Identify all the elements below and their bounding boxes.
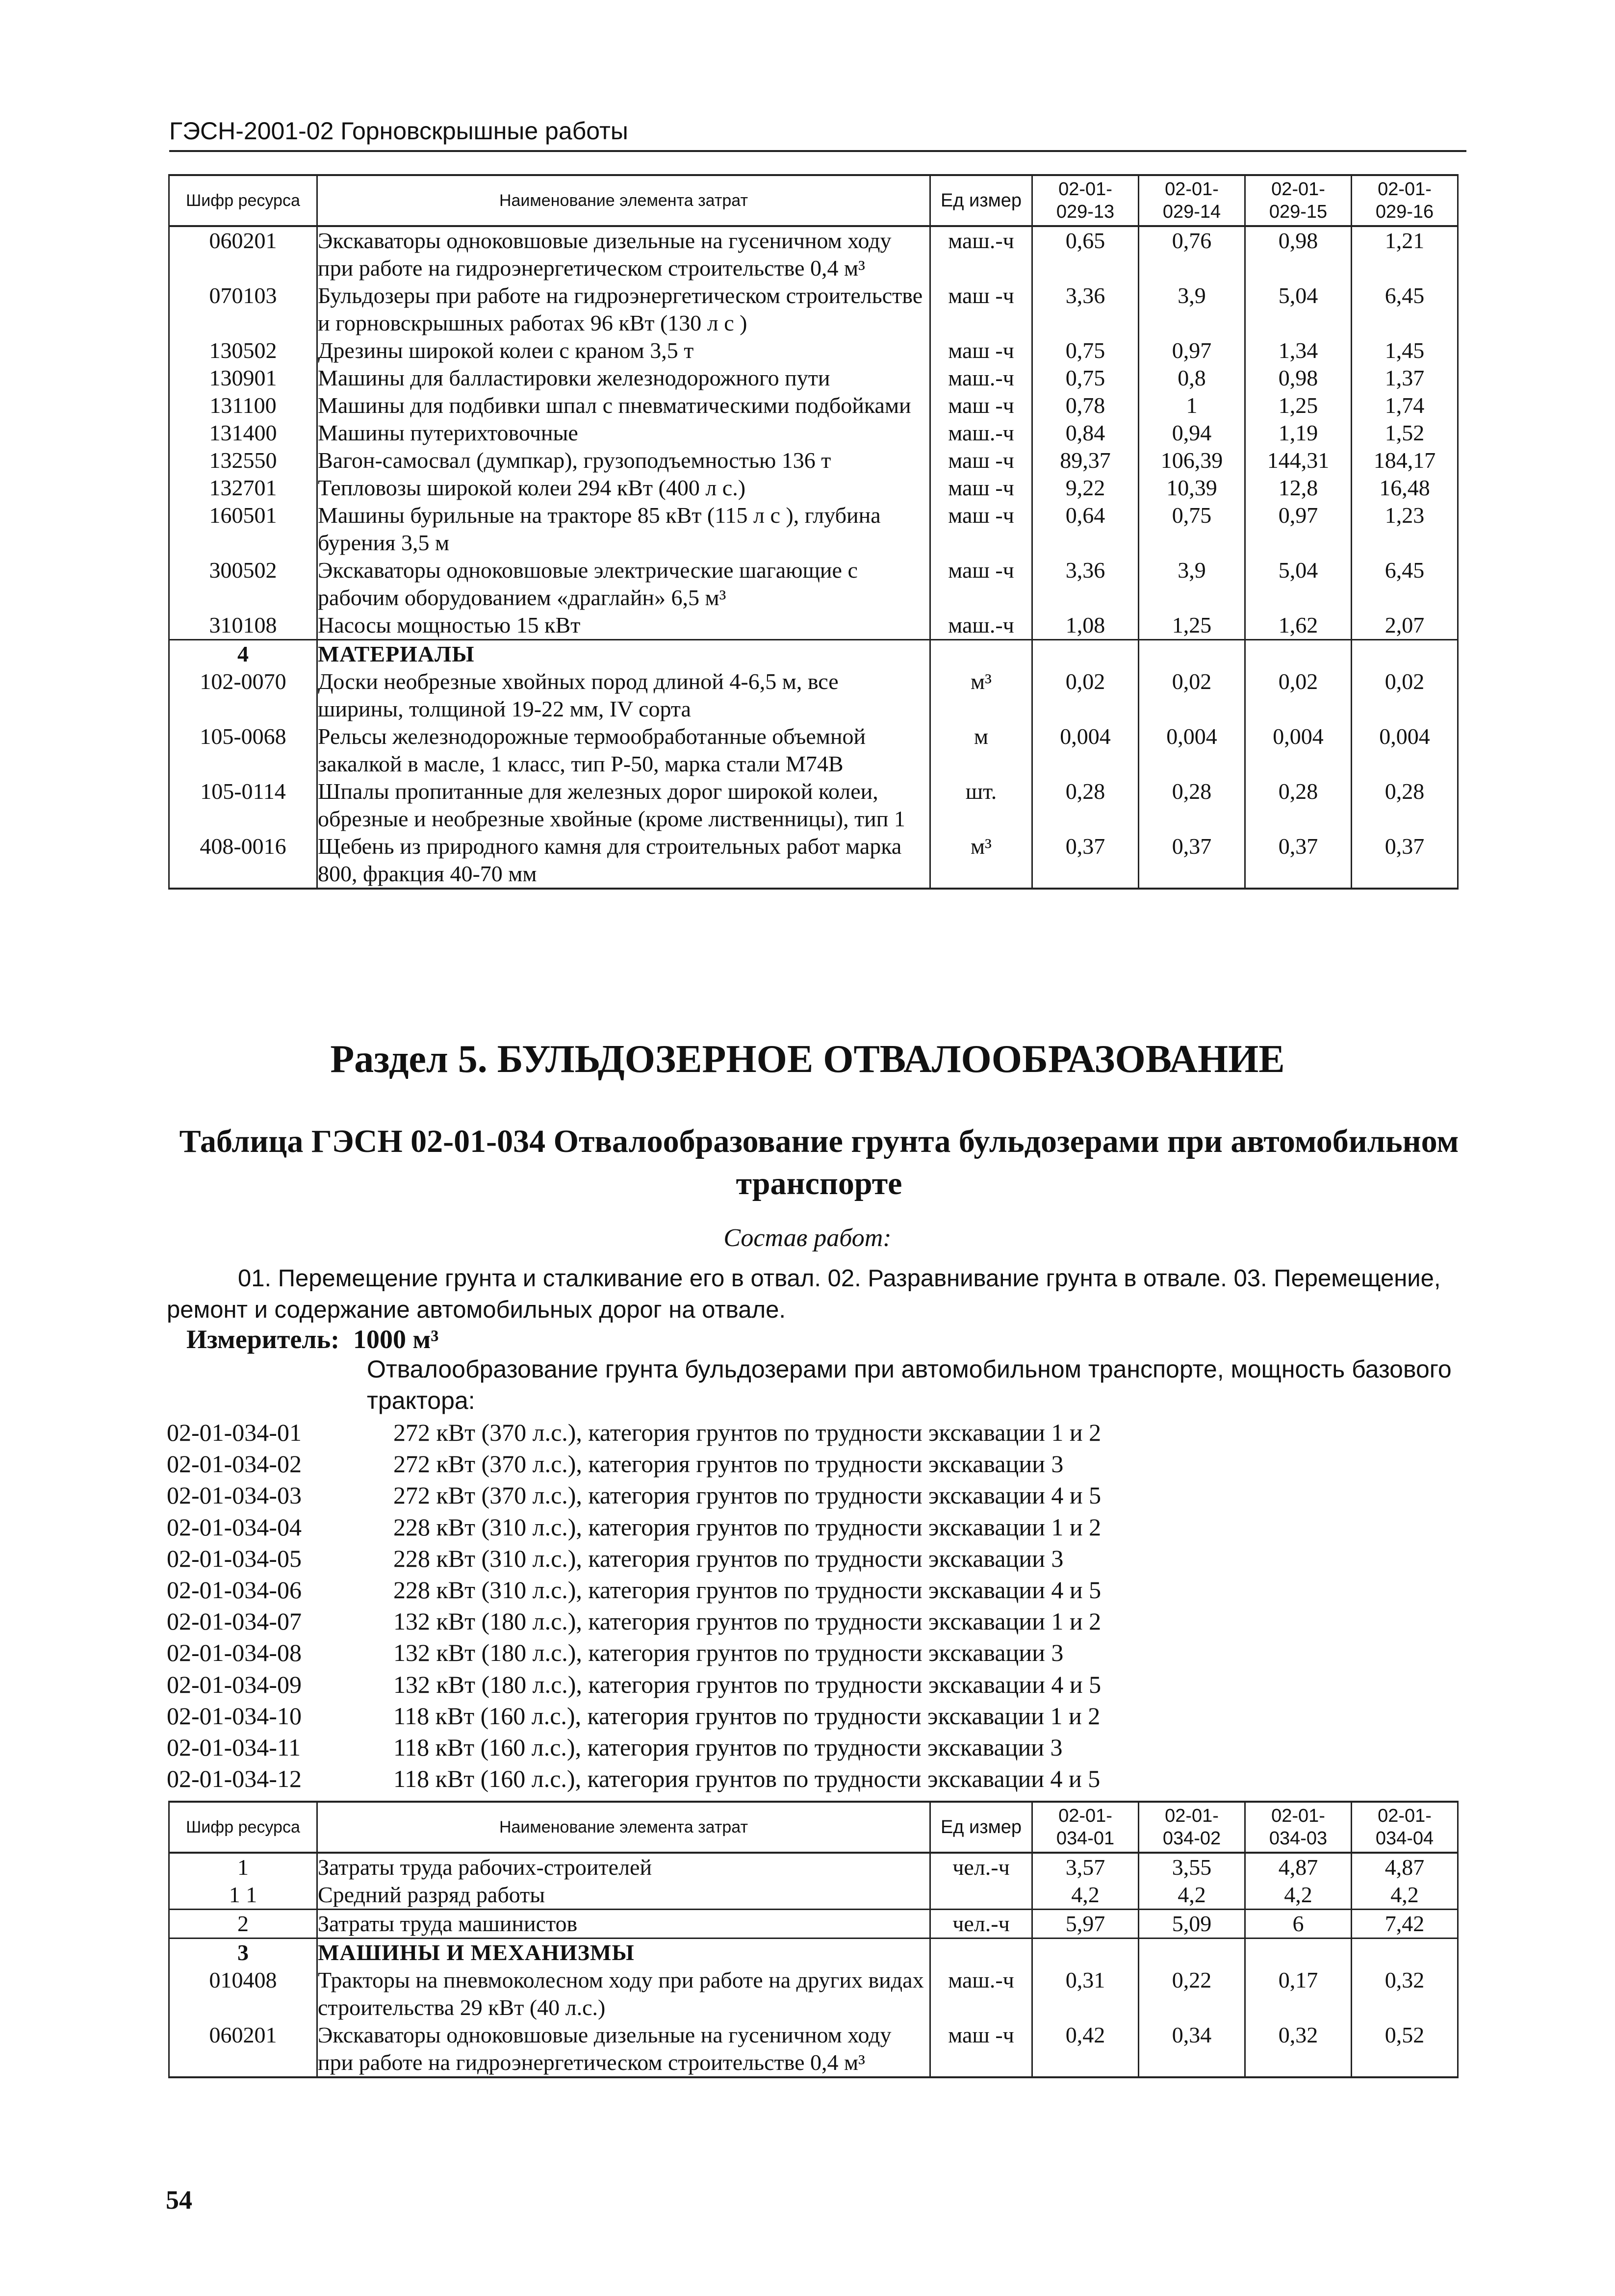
norm-value: 0,52 (1352, 2021, 1458, 2077)
norm-value: 1 (1139, 392, 1245, 419)
cost-element-name: Рельсы железнодорожные термообработанные объемной закалкой в масле, 1 класс, тип Р-50, марка стали М74В (317, 723, 930, 778)
table-row (169, 723, 1458, 778)
norm-value: 4,2 (1352, 1881, 1458, 1910)
cost-element-name: Дрезины широкой колеи с краном 3,5 т (317, 337, 930, 364)
col-header-variant-3: 02-01- 034-03 (1245, 1802, 1352, 1853)
col-header-unit: Ед измер (930, 1802, 1032, 1853)
variant-text: 118 кВт (160 л.с.), категория грунтов по трудности экскавации 1 и 2 (393, 1702, 1101, 1730)
norm-value: 184,17 (1352, 447, 1458, 474)
work-composition-heading: Состав работ: (723, 1224, 892, 1252)
norm-value (1032, 1939, 1139, 1967)
norm-value: 5,04 (1245, 557, 1352, 612)
norm-value: 0,32 (1352, 1966, 1458, 2021)
resource-code: 132701 (169, 474, 317, 502)
unit-of-measure: м (930, 723, 1032, 778)
col-header-code: Шифр ресурса (169, 175, 317, 226)
unit-of-measure: м³ (930, 833, 1032, 889)
norm-value: 0,37 (1139, 833, 1245, 889)
variant-code: 02-01-034-06 (167, 1576, 302, 1604)
table-row (169, 1881, 1458, 1910)
table-row (169, 640, 1458, 668)
table-row (169, 1853, 1458, 1881)
cost-element-name: Тракторы на пневмоколесном ходу при работе на других видах строительства 29 кВт (40 л.с.) (317, 1966, 930, 2021)
norm-value: 0,75 (1032, 364, 1139, 392)
col-header-code: Шифр ресурса (169, 1802, 317, 1853)
unit-of-measure (930, 1881, 1032, 1910)
norm-value: 1,25 (1139, 612, 1245, 640)
norm-value: 0,78 (1032, 392, 1139, 419)
norm-value: 0,42 (1032, 2021, 1139, 2077)
cost-element-name: МАШИНЫ И МЕХАНИЗМЫ (317, 1939, 930, 1967)
cost-element-name: Машины для подбивки шпал с пневматическими подбойками (317, 392, 930, 419)
unit-of-measure: маш.-ч (930, 364, 1032, 392)
norm-value: 16,48 (1352, 474, 1458, 502)
norm-value: 6,45 (1352, 557, 1458, 612)
unit-of-measure: маш -ч (930, 557, 1032, 612)
meter (186, 1324, 438, 1354)
table-row (169, 833, 1458, 889)
norm-value (1352, 640, 1458, 668)
cost-element-name: Щебень из природного камня для строительных работ марка 800, фракция 40-70 мм (317, 833, 930, 889)
variant-text: 118 кВт (160 л.с.), категория грунтов по трудности экскавации 4 и 5 (393, 1765, 1101, 1793)
table-row (169, 2021, 1458, 2077)
table-title-line-2: транспорте (736, 1166, 902, 1201)
norm-value (1032, 640, 1139, 668)
norm-value: 1,62 (1245, 612, 1352, 640)
unit-of-measure: шт. (930, 778, 1032, 833)
norm-value: 0,28 (1352, 778, 1458, 833)
cost-element-name: Шпалы пропитанные для железных дорог широкой колеи, обрезные и необрезные хвойные (кроме лиственницы), тип 1 (317, 778, 930, 833)
resource-code: 1 1 (169, 1881, 317, 1910)
col-header-variant-4: 02-01- 029-16 (1352, 175, 1458, 226)
cost-element-name: Тепловозы широкой колеи 294 кВт (400 л с.) (317, 474, 930, 502)
table-row (169, 778, 1458, 833)
unit-of-measure: м³ (930, 668, 1032, 723)
cost-element-name: Машины для балластировки железнодорожного пути (317, 364, 930, 392)
unit-of-measure: маш -ч (930, 392, 1032, 419)
norm-value: 0,98 (1245, 226, 1352, 282)
cost-element-name: Насосы мощностью 15 кВт (317, 612, 930, 640)
cost-element-name: Бульдозеры при работе на гидроэнергетическом строительстве и горновскрышных работах 96 кВт (130 л с ) (317, 282, 930, 337)
norm-value: 0,02 (1032, 668, 1139, 723)
unit-of-measure (930, 1939, 1032, 1967)
variant-text: 118 кВт (160 л.с.), категория грунтов по трудности экскавации 3 (393, 1733, 1063, 1761)
cost-element-name: Экскаваторы одноковшовые дизельные на гусеничном ходу при работе на гидроэнергетическом строительстве 0,4 м³ (317, 2021, 930, 2077)
resource-code: 310108 (169, 612, 317, 640)
meter-value: 1000 м³ (353, 1325, 439, 1354)
norm-value: 0,004 (1245, 723, 1352, 778)
norm-description: Отвалообразование грунта бульдозерами при автомобильном транспорте, мощность базового трактора: (367, 1355, 1452, 1414)
norm-value: 0,004 (1352, 723, 1458, 778)
unit-of-measure (930, 640, 1032, 668)
resource-code: 010408 (169, 1966, 317, 2021)
work-composition-text: 01. Перемещение грунта и сталкивание его в отвал. 02. Разравнивание грунта в отвале. 03. Перемещение, ремонт и содержание автомобильных дорог на отвале. (167, 1265, 1441, 1323)
unit-of-measure: чел.-ч (930, 1853, 1032, 1881)
norm-value: 2,07 (1352, 612, 1458, 640)
variant-code: 02-01-034-09 (167, 1670, 302, 1698)
table-title-line-1: Таблица ГЭСН 02-01-034 Отвалообразование грунта бульдозерами при автомобильном (179, 1123, 1459, 1159)
unit-of-measure: маш.-ч (930, 1966, 1032, 2021)
meter-label: Измеритель: (186, 1325, 340, 1354)
variant-code: 02-01-034-08 (167, 1639, 302, 1667)
norm-value: 10,39 (1139, 474, 1245, 502)
variant-code: 02-01-034-10 (167, 1702, 302, 1730)
table-row (169, 419, 1458, 447)
resource-code: 131400 (169, 419, 317, 447)
table-row (169, 282, 1458, 337)
norm-value: 0,02 (1245, 668, 1352, 723)
norm-value: 3,55 (1139, 1853, 1245, 1881)
variant-text: 272 кВт (370 л.с.), категория грунтов по трудности экскавации 1 и 2 (393, 1419, 1102, 1446)
norm-value: 144,31 (1245, 447, 1352, 474)
resource-code: 102-0070 (169, 668, 317, 723)
norm-value: 106,39 (1139, 447, 1245, 474)
norm-value: 0,28 (1245, 778, 1352, 833)
norm-value (1139, 640, 1245, 668)
unit-of-measure: маш -ч (930, 474, 1032, 502)
resource-code: 105-0114 (169, 778, 317, 833)
variant-text: 132 кВт (180 л.с.), категория грунтов по трудности экскавации 4 и 5 (393, 1670, 1102, 1698)
norm-value: 0,37 (1352, 833, 1458, 889)
table-row (169, 1966, 1458, 2021)
norm-value (1245, 1939, 1352, 1967)
norm-value: 3,36 (1032, 557, 1139, 612)
norm-value: 0,76 (1139, 226, 1245, 282)
norm-value: 1,74 (1352, 392, 1458, 419)
norm-value: 1,52 (1352, 419, 1458, 447)
resource-code: 3 (169, 1939, 317, 1967)
unit-of-measure: маш -ч (930, 337, 1032, 364)
norm-value: 6,45 (1352, 282, 1458, 337)
variant-text: 228 кВт (310 л.с.), категория грунтов по трудности экскавации 1 и 2 (393, 1513, 1102, 1541)
cost-element-name: МАТЕРИАЛЫ (317, 640, 930, 668)
resource-table-1 (168, 174, 1459, 890)
page-number: 54 (166, 2185, 192, 2215)
norm-value: 0,31 (1032, 1966, 1139, 2021)
norm-value: 0,28 (1032, 778, 1139, 833)
table-row (169, 364, 1458, 392)
norm-value: 0,65 (1032, 226, 1139, 282)
norm-value: 1,34 (1245, 337, 1352, 364)
norm-value: 4,2 (1245, 1881, 1352, 1910)
col-header-variant-1: 02-01- 029-13 (1032, 175, 1139, 226)
norm-value: 1,19 (1245, 419, 1352, 447)
variant-text: 272 кВт (370 л.с.), категория грунтов по трудности экскавации 4 и 5 (393, 1481, 1102, 1509)
norm-value: 0,75 (1032, 337, 1139, 364)
norm-value: 0,97 (1245, 502, 1352, 557)
resource-code: 408-0016 (169, 833, 317, 889)
norm-value: 4,87 (1245, 1853, 1352, 1881)
norm-value: 1,37 (1352, 364, 1458, 392)
resource-table-2 (168, 1801, 1459, 2078)
col-header-variant-3: 02-01- 029-15 (1245, 175, 1352, 226)
norm-value: 0,84 (1032, 419, 1139, 447)
col-header-variant-2: 02-01- 034-02 (1139, 1802, 1245, 1853)
norm-value: 0,98 (1245, 364, 1352, 392)
norm-value: 4,2 (1139, 1881, 1245, 1910)
norm-value: 5,04 (1245, 282, 1352, 337)
norm-value: 89,37 (1032, 447, 1139, 474)
unit-of-measure: чел.-ч (930, 1910, 1032, 1939)
norm-value: 0,28 (1139, 778, 1245, 833)
resource-code: 300502 (169, 557, 317, 612)
resource-code: 105-0068 (169, 723, 317, 778)
variant-code: 02-01-034-12 (167, 1765, 302, 1793)
unit-of-measure: маш.-ч (930, 612, 1032, 640)
norm-value: 0,02 (1139, 668, 1245, 723)
table-title (167, 1121, 1471, 1205)
table-row (169, 447, 1458, 474)
table-row (169, 337, 1458, 364)
variant-code: 02-01-034-11 (167, 1733, 301, 1761)
variant-text: 228 кВт (310 л.с.), категория грунтов по трудности экскавации 4 и 5 (393, 1576, 1102, 1604)
variant-code: 02-01-034-04 (167, 1513, 302, 1541)
norm-value: 5,09 (1139, 1910, 1245, 1939)
variant-text: 272 кВт (370 л.с.), категория грунтов по трудности экскавации 3 (393, 1450, 1064, 1478)
resource-code: 160501 (169, 502, 317, 557)
cost-element-name: Средний разряд работы (317, 1881, 930, 1910)
col-header-variant-1: 02-01- 034-01 (1032, 1802, 1139, 1853)
norm-value: 5,97 (1032, 1910, 1139, 1939)
table-row (169, 668, 1458, 723)
norm-value: 0,75 (1139, 502, 1245, 557)
variant-text: 228 кВт (310 л.с.), категория грунтов по трудности экскавации 3 (393, 1544, 1064, 1572)
norm-value: 1,25 (1245, 392, 1352, 419)
resource-code: 4 (169, 640, 317, 668)
resource-code: 1 (169, 1853, 317, 1881)
norm-value: 0,004 (1032, 723, 1139, 778)
table-row (169, 1910, 1458, 1939)
norm-value: 1,23 (1352, 502, 1458, 557)
norm-value: 0,8 (1139, 364, 1245, 392)
norm-value: 0,37 (1032, 833, 1139, 889)
norm-value: 3,9 (1139, 557, 1245, 612)
unit-of-measure: маш -ч (930, 447, 1032, 474)
cost-element-name: Машины бурильные на тракторе 85 кВт (115 л с ), глубина бурения 3,5 м (317, 502, 930, 557)
norm-value: 3,57 (1032, 1853, 1139, 1881)
cost-element-name: Экскаваторы одноковшовые дизельные на гусеничном ходу при работе на гидроэнергетическом строительстве 0,4 м³ (317, 226, 930, 282)
variant-text: 132 кВт (180 л.с.), категория грунтов по трудности экскавации 1 и 2 (393, 1607, 1102, 1635)
norm-value: 0,02 (1352, 668, 1458, 723)
norm-value: 6 (1245, 1910, 1352, 1939)
table-row (169, 392, 1458, 419)
col-header-variant-2: 02-01- 029-14 (1139, 175, 1245, 226)
variant-text: 132 кВт (180 л.с.), категория грунтов по трудности экскавации 3 (393, 1639, 1064, 1667)
resource-code: 060201 (169, 2021, 317, 2077)
unit-of-measure: маш -ч (930, 282, 1032, 337)
norm-value: 4,2 (1032, 1881, 1139, 1910)
cost-element-name: Вагон-самосвал (думпкар), грузоподъемностью 136 т (317, 447, 930, 474)
cost-element-name: Доски необрезные хвойных пород длиной 4-6,5 м, все ширины, толщиной 19-22 мм, IV сорта (317, 668, 930, 723)
norm-value: 0,37 (1245, 833, 1352, 889)
resource-code: 2 (169, 1910, 317, 1939)
table-row (169, 474, 1458, 502)
norm-value (1245, 640, 1352, 668)
page-header (169, 116, 1466, 152)
resource-code: 060201 (169, 226, 317, 282)
resource-code: 070103 (169, 282, 317, 337)
variant-code: 02-01-034-02 (167, 1450, 302, 1478)
table-row (169, 1939, 1458, 1967)
table-row (169, 502, 1458, 557)
resource-code: 131100 (169, 392, 317, 419)
cost-element-name: Экскаваторы одноковшовые электрические шагающие с рабочим оборудованием «драглайн» 6,5 м³ (317, 557, 930, 612)
norm-value: 9,22 (1032, 474, 1139, 502)
table-row (169, 612, 1458, 640)
norm-value: 12,8 (1245, 474, 1352, 502)
variant-code: 02-01-034-01 (167, 1419, 302, 1446)
variant-code: 02-01-034-03 (167, 1481, 302, 1509)
variant-code: 02-01-034-07 (167, 1607, 302, 1635)
norm-value: 4,87 (1352, 1853, 1458, 1881)
norm-value: 0,22 (1139, 1966, 1245, 2021)
header-title: ГЭСН-2001-02 Горновскрышные работы (169, 117, 628, 145)
norm-value: 0,004 (1139, 723, 1245, 778)
norm-value (1352, 1939, 1458, 1967)
unit-of-measure: маш -ч (930, 2021, 1032, 2077)
norm-value: 0,64 (1032, 502, 1139, 557)
col-header-variant-4: 02-01- 034-04 (1352, 1802, 1458, 1853)
cost-element-name: Машины путерихтовочные (317, 419, 930, 447)
norm-value: 1,08 (1032, 612, 1139, 640)
table-row (169, 557, 1458, 612)
variant-code: 02-01-034-05 (167, 1544, 302, 1572)
col-header-name: Наименование элемента затрат (317, 175, 930, 226)
col-header-unit: Ед измер (930, 175, 1032, 226)
norm-value: 0,17 (1245, 1966, 1352, 2021)
norm-value: 3,36 (1032, 282, 1139, 337)
unit-of-measure: маш.-ч (930, 226, 1032, 282)
resource-code: 130901 (169, 364, 317, 392)
unit-of-measure: маш -ч (930, 502, 1032, 557)
norm-value: 1,21 (1352, 226, 1458, 282)
norm-value: 7,42 (1352, 1910, 1458, 1939)
cost-element-name: Затраты труда рабочих-строителей (317, 1853, 930, 1881)
norm-value: 3,9 (1139, 282, 1245, 337)
resource-code: 132550 (169, 447, 317, 474)
norm-value: 1,45 (1352, 337, 1458, 364)
cost-element-name: Затраты труда машинистов (317, 1910, 930, 1939)
norm-value: 0,94 (1139, 419, 1245, 447)
norm-value (1139, 1939, 1245, 1967)
col-header-name: Наименование элемента затрат (317, 1802, 930, 1853)
norm-value: 0,32 (1245, 2021, 1352, 2077)
unit-of-measure: маш.-ч (930, 419, 1032, 447)
table-row (169, 226, 1458, 282)
resource-code: 130502 (169, 337, 317, 364)
section-title: Раздел 5. БУЛЬДОЗЕРНОЕ ОТВАЛООБРАЗОВАНИЕ (330, 1038, 1285, 1081)
norm-value: 0,97 (1139, 337, 1245, 364)
norm-value: 0,34 (1139, 2021, 1245, 2077)
